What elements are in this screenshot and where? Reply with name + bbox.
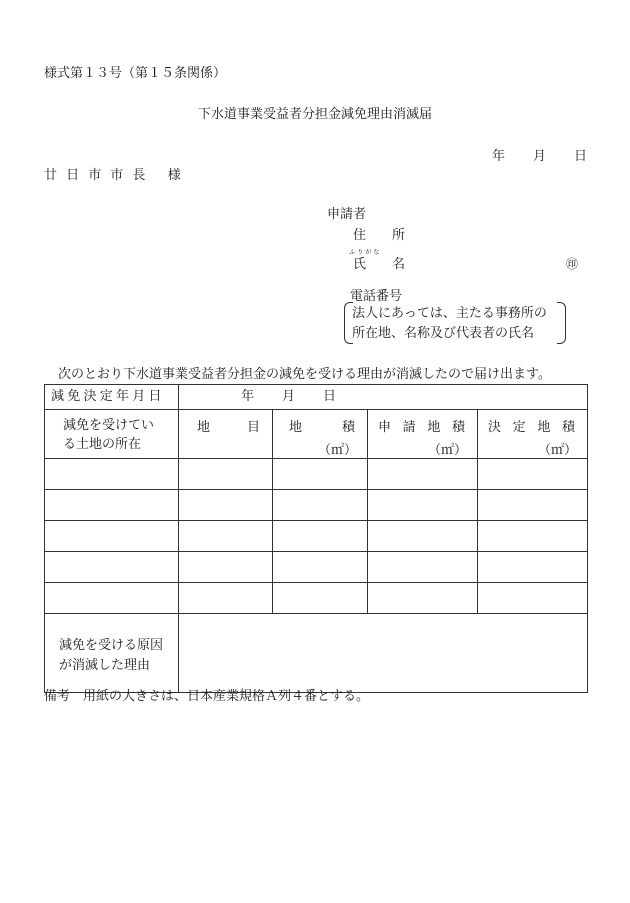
exemption-table	[44, 384, 588, 693]
location-header	[45, 410, 179, 459]
applied-char-1: 申	[378, 420, 392, 435]
name-label: 氏 名	[353, 257, 406, 272]
date-label	[45, 385, 178, 404]
decided-char-2: 定	[512, 420, 526, 435]
decided-char-1: 決	[488, 420, 502, 435]
month-label: 月	[533, 149, 547, 164]
reason-row	[45, 614, 588, 693]
decided-area-header	[478, 410, 588, 459]
phone-label: 電話番号	[350, 289, 403, 304]
furigana-label: ふりがな	[349, 249, 382, 256]
remarks: 備考 用紙の大きさは、日本産業規格Ａ列４番とする。	[44, 689, 370, 704]
date-label-cell	[45, 385, 179, 410]
statement: 次のとおり下水道事業受益者分担金の減免を受ける理由が消滅したので届け出ます。	[58, 367, 551, 382]
date-label-text: 減免決定年月日	[51, 389, 165, 404]
land-category-cell[interactable]	[179, 490, 273, 521]
corporate-note-line1: 法人にあっては、主たる事務所の	[352, 306, 547, 321]
decided-area-cell[interactable]	[478, 459, 588, 490]
date-value	[179, 385, 587, 404]
area-cell[interactable]	[273, 459, 368, 490]
right-bracket	[557, 302, 566, 344]
decided-area-cell[interactable]	[478, 521, 588, 552]
applied-area-cell[interactable]	[368, 521, 478, 552]
reason-label-1: 減免を受ける原因	[59, 638, 164, 653]
document-title: 下水道事業受益者分担金減免理由消滅届	[197, 107, 432, 122]
area-char-2: 積	[341, 420, 355, 435]
date-year: 年	[241, 389, 255, 404]
decided-char-3: 地	[537, 420, 551, 435]
land-category-char-2: 目	[246, 420, 260, 435]
table-row	[45, 521, 588, 552]
land-category-cell[interactable]	[179, 552, 273, 583]
submission-date	[492, 150, 587, 163]
location-cell[interactable]	[45, 459, 179, 490]
date-day: 日	[323, 389, 337, 404]
seal-mark: ㊞	[566, 257, 579, 271]
land-category-char-1: 地	[197, 420, 211, 435]
location-cell[interactable]	[45, 583, 179, 614]
applied-char-3: 地	[427, 420, 441, 435]
location-cell[interactable]	[45, 490, 179, 521]
location-cell[interactable]	[45, 552, 179, 583]
table-row	[45, 552, 588, 583]
decided-area-cell[interactable]	[478, 490, 588, 521]
area-unit: （㎡）	[317, 443, 357, 458]
location-cell[interactable]	[45, 521, 179, 552]
applied-area-header	[368, 410, 478, 459]
form-number: 様式第１３号（第１５条関係）	[44, 66, 227, 81]
applicant-label: 申請者	[327, 207, 367, 222]
date-month: 月	[282, 389, 296, 404]
area-header	[273, 410, 368, 459]
date-value-cell[interactable]	[179, 385, 588, 410]
applied-char-4: 積	[451, 420, 465, 435]
date-row	[45, 385, 588, 410]
land-category-cell[interactable]	[179, 583, 273, 614]
table-row	[45, 490, 588, 521]
land-category-cell[interactable]	[179, 459, 273, 490]
corporate-note-line2: 所在地、名称及び代表者の氏名	[352, 326, 535, 341]
location-label-1: 減免を受けてい	[63, 418, 155, 433]
header-row	[45, 410, 588, 459]
applied-area-cell[interactable]	[368, 459, 478, 490]
land-category-header	[179, 410, 273, 459]
area-cell[interactable]	[273, 583, 368, 614]
area-cell[interactable]	[273, 552, 368, 583]
day-label: 日	[574, 149, 588, 164]
year-label: 年	[492, 149, 506, 164]
reason-label-2: が消滅した理由	[59, 658, 151, 673]
table-row	[45, 583, 588, 614]
address-label: 住 所	[353, 228, 406, 243]
area-char-1: 地	[289, 420, 303, 435]
applied-area-cell[interactable]	[368, 583, 478, 614]
addressee: 廿日市市長 様	[44, 168, 190, 183]
land-category-cell[interactable]	[179, 521, 273, 552]
decided-char-4: 積	[562, 420, 576, 435]
reason-cell[interactable]	[179, 614, 588, 693]
applied-area-unit: （㎡）	[427, 443, 467, 458]
reason-label-cell	[45, 614, 179, 693]
decided-area-cell[interactable]	[478, 552, 588, 583]
area-cell[interactable]	[273, 521, 368, 552]
applied-area-cell[interactable]	[368, 552, 478, 583]
applied-area-cell[interactable]	[368, 490, 478, 521]
corporate-note	[344, 302, 566, 344]
decided-area-cell[interactable]	[478, 583, 588, 614]
location-label-2: る土地の所在	[63, 437, 142, 452]
decided-area-unit: （㎡）	[538, 443, 578, 458]
area-cell[interactable]	[273, 490, 368, 521]
table-row	[45, 459, 588, 490]
applied-char-2: 請	[402, 420, 416, 435]
